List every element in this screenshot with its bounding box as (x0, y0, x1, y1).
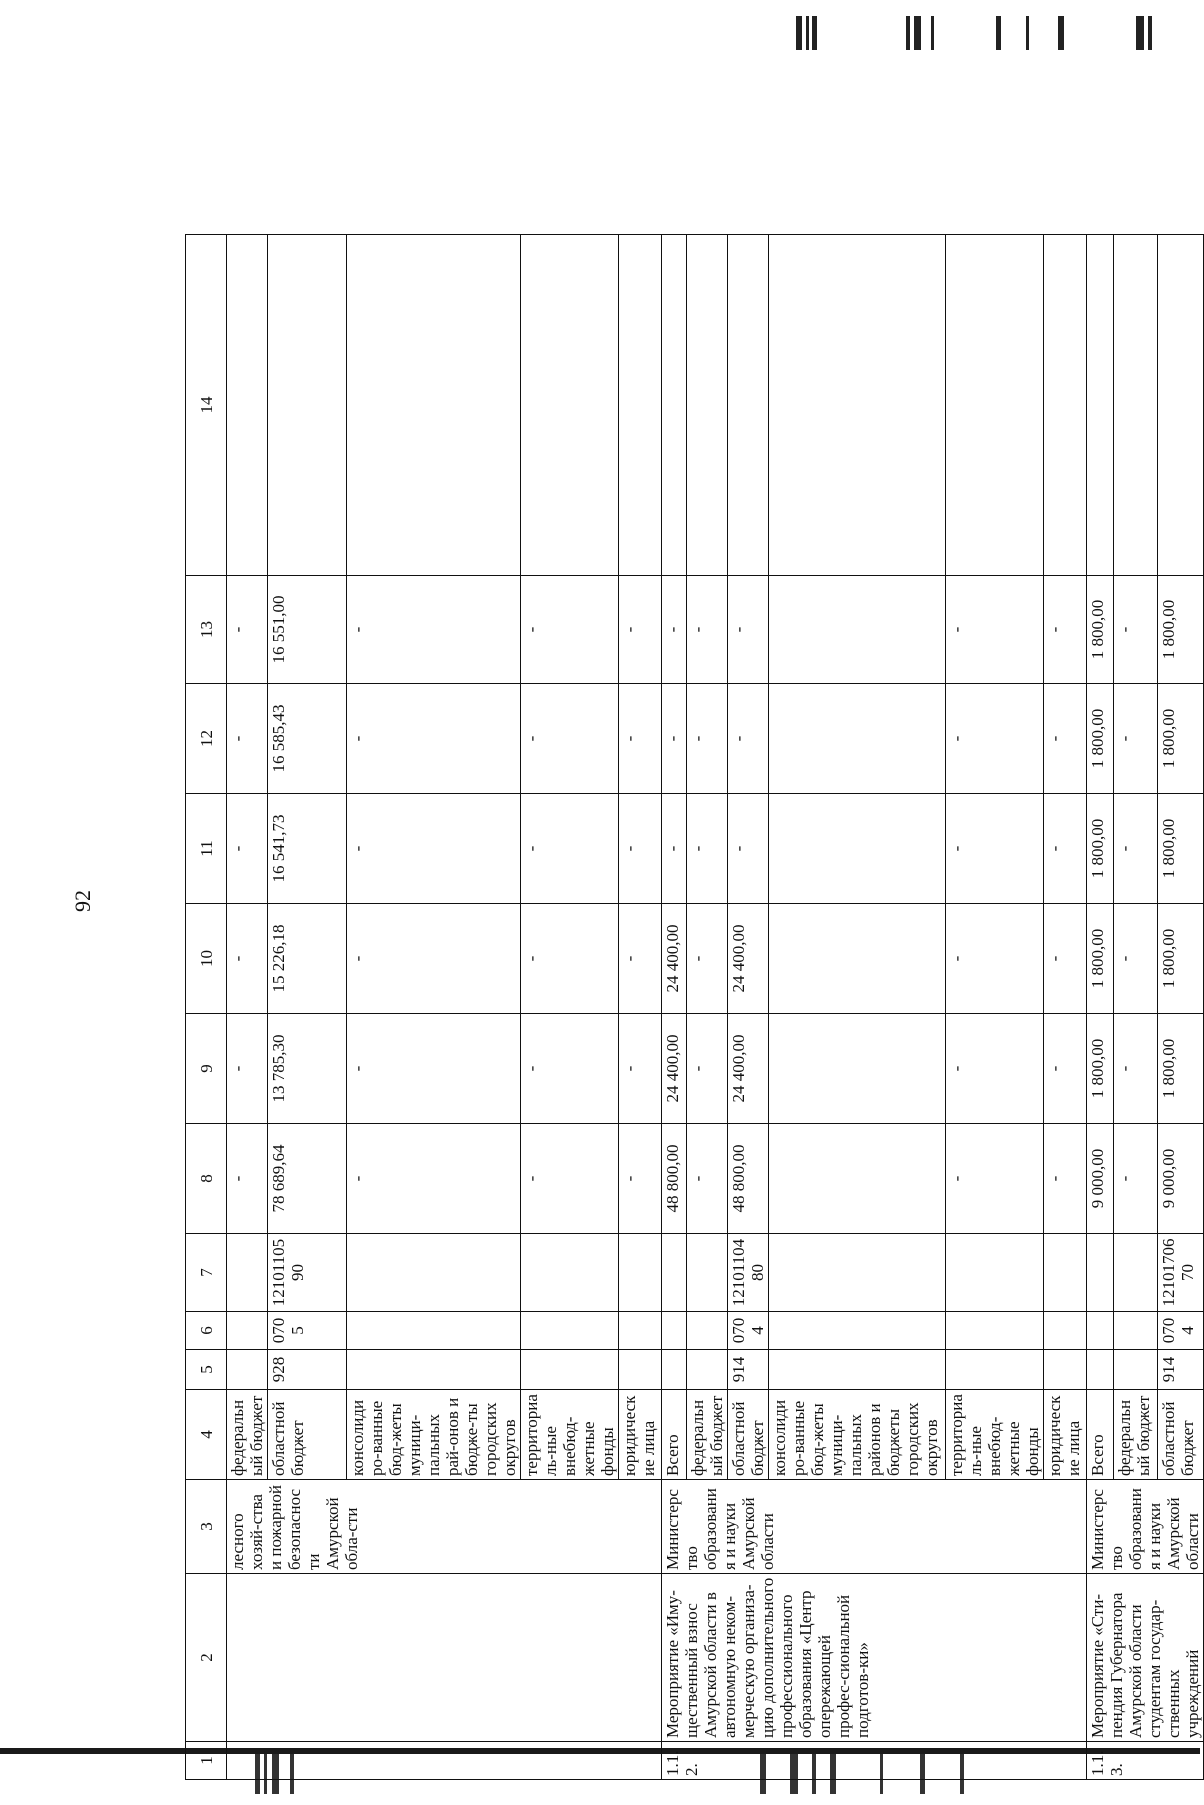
cell-c6: 0705 (268, 1312, 347, 1350)
cell-value: 9 000,00 (1157, 1124, 1203, 1234)
cell-value: - (1044, 1124, 1087, 1234)
cell-c7 (619, 1234, 662, 1312)
cell-c5 (521, 1350, 619, 1390)
cell-value: - (619, 684, 662, 794)
cell-funding-type: областной бюджет (728, 1390, 769, 1480)
cell-value: - (662, 684, 687, 794)
cell-value: - (227, 904, 268, 1014)
cell-value: 24 400,00 (728, 904, 769, 1014)
cell-c7 (227, 1234, 268, 1312)
cell-value: - (347, 576, 521, 684)
cell-c14 (662, 235, 687, 576)
table-row (662, 235, 687, 1780)
cell-c6: 0704 (1157, 1312, 1203, 1350)
cell-value: - (1113, 1014, 1157, 1124)
cell-c14 (347, 235, 521, 576)
cell-value (769, 684, 946, 794)
cell-number (227, 1742, 662, 1780)
cell-value: - (662, 576, 687, 684)
col-header: 11 (186, 794, 227, 904)
cell-event (227, 1574, 662, 1742)
scan-marks-top (796, 16, 1176, 50)
cell-value: 9 000,00 (1087, 1124, 1114, 1234)
cell-value: - (946, 794, 1044, 904)
cell-c5 (769, 1350, 946, 1390)
cell-c14 (268, 235, 347, 576)
cell-value: 1 800,00 (1157, 904, 1203, 1014)
cell-value: - (521, 1124, 619, 1234)
cell-value: 1 800,00 (1087, 684, 1114, 794)
col-header: 3 (186, 1480, 227, 1574)
cell-c7 (1044, 1234, 1087, 1312)
cell-c7 (347, 1234, 521, 1312)
cell-value: - (1044, 904, 1087, 1014)
cell-value: 24 400,00 (662, 1014, 687, 1124)
cell-c7 (1113, 1234, 1157, 1312)
cell-value: 78 689,64 (268, 1124, 347, 1234)
cell-c6 (1113, 1312, 1157, 1350)
cell-funding-type: федеральный бюджет (227, 1390, 268, 1480)
cell-value: - (227, 1124, 268, 1234)
cell-c5: 928 (268, 1350, 347, 1390)
cell-c6 (521, 1312, 619, 1350)
cell-value: - (227, 1014, 268, 1124)
page-number: 92 (70, 890, 95, 912)
cell-c5 (227, 1350, 268, 1390)
cell-funding-type: консолидиро-ванные бюд-жеты муници-пальных рай-онов и бюдже-ты городских округов (347, 1390, 521, 1480)
cell-value: - (687, 576, 728, 684)
cell-value: - (1113, 684, 1157, 794)
cell-value: - (687, 1124, 728, 1234)
cell-value: - (521, 684, 619, 794)
cell-value: 16 541,73 (268, 794, 347, 904)
cell-c14 (1087, 235, 1114, 576)
cell-c7: 1210170670 (1157, 1234, 1203, 1312)
cell-c6 (347, 1312, 521, 1350)
cell-value: - (619, 1124, 662, 1234)
cell-c14 (1113, 235, 1157, 576)
cell-value: - (728, 794, 769, 904)
cell-c6 (619, 1312, 662, 1350)
cell-value: - (946, 1124, 1044, 1234)
cell-value: - (1044, 794, 1087, 904)
cell-c6 (769, 1312, 946, 1350)
cell-value: 15 226,18 (268, 904, 347, 1014)
cell-c5: 914 (1157, 1350, 1203, 1390)
cell-value: 1 800,00 (1157, 1014, 1203, 1124)
cell-c7 (662, 1234, 687, 1312)
cell-value: - (227, 684, 268, 794)
cell-c7 (1087, 1234, 1114, 1312)
cell-value: - (1044, 1014, 1087, 1124)
cell-event: Мероприятие «Сти-пендия Губернатора Амурской области студентам государ-ственных учреждений (1087, 1574, 1204, 1742)
cell-value: 13 785,30 (268, 1014, 347, 1124)
cell-c5: 914 (728, 1350, 769, 1390)
cell-value: - (347, 1014, 521, 1124)
cell-funding-type: территориаль-ные внебюд-жетные фонды (946, 1390, 1044, 1480)
cell-value: - (1113, 576, 1157, 684)
cell-value: 1 800,00 (1157, 684, 1203, 794)
cell-value (769, 904, 946, 1014)
cell-value: - (227, 576, 268, 684)
cell-value: - (687, 1014, 728, 1124)
cell-value: - (521, 1014, 619, 1124)
cell-number: 1.1.2. (662, 1742, 1087, 1780)
cell-value: - (347, 904, 521, 1014)
col-header: 10 (186, 904, 227, 1014)
cell-funding-type: Всего (662, 1390, 687, 1480)
cell-value: - (521, 576, 619, 684)
cell-c14 (227, 235, 268, 576)
cell-value: - (687, 684, 728, 794)
cell-c7 (687, 1234, 728, 1312)
cell-number: 1.1.3. (1087, 1742, 1204, 1780)
cell-responsible: Министерство образования и науки Амурской области (1087, 1480, 1204, 1574)
cell-event: Мероприятие «Иму-щественный взнос Амурской области в автономную неком-мерческую организа-цию дополнительного профессионального образования «Центр опережающей профес-сиональной подготов-ки» (662, 1574, 1087, 1742)
cell-c7 (521, 1234, 619, 1312)
cell-c14 (728, 235, 769, 576)
cell-c14 (769, 235, 946, 576)
cell-c5 (1113, 1350, 1157, 1390)
cell-value: 1 800,00 (1087, 904, 1114, 1014)
table-row (1087, 235, 1114, 1780)
cell-value: 1 800,00 (1157, 794, 1203, 904)
cell-value: - (521, 904, 619, 1014)
cell-value: - (946, 904, 1044, 1014)
cell-value: - (347, 794, 521, 904)
cell-c7 (769, 1234, 946, 1312)
cell-c6 (662, 1312, 687, 1350)
cell-c7: 1210110590 (268, 1234, 347, 1312)
col-header: 6 (186, 1312, 227, 1350)
cell-value: - (619, 576, 662, 684)
col-header: 14 (186, 235, 227, 576)
cell-value: 16 551,00 (268, 576, 347, 684)
col-header: 9 (186, 1014, 227, 1124)
cell-c7 (946, 1234, 1044, 1312)
col-header: 4 (186, 1390, 227, 1480)
col-header: 13 (186, 576, 227, 684)
cell-value: 24 400,00 (728, 1014, 769, 1124)
cell-value: 24 400,00 (662, 904, 687, 1014)
cell-c14 (521, 235, 619, 576)
cell-value: - (1044, 684, 1087, 794)
cell-value (769, 576, 946, 684)
col-header: 1 (186, 1742, 227, 1780)
cell-c14 (1044, 235, 1087, 576)
cell-value: - (619, 1014, 662, 1124)
header-row (186, 235, 227, 1780)
cell-value: - (687, 794, 728, 904)
cell-value: 16 585,43 (268, 684, 347, 794)
cell-value: - (946, 684, 1044, 794)
col-header: 2 (186, 1574, 227, 1742)
cell-c5 (619, 1350, 662, 1390)
cell-value: - (1044, 576, 1087, 684)
cell-funding-type: Всего (1087, 1390, 1114, 1480)
cell-value: - (1113, 904, 1157, 1014)
cell-c7: 1210110480 (728, 1234, 769, 1312)
col-header: 5 (186, 1350, 227, 1390)
cell-funding-type: территориаль-ные внебюд-жетные фонды (521, 1390, 619, 1480)
cell-c6 (1087, 1312, 1114, 1350)
cell-value: - (728, 576, 769, 684)
cell-c6 (687, 1312, 728, 1350)
cell-value: - (728, 684, 769, 794)
cell-c5 (662, 1350, 687, 1390)
cell-value: - (1113, 1124, 1157, 1234)
cell-c14 (619, 235, 662, 576)
cell-funding-type: федеральный бюджет (687, 1390, 728, 1480)
cell-c6 (1044, 1312, 1087, 1350)
cell-value: - (227, 794, 268, 904)
table-row (227, 235, 268, 1780)
cell-value: 48 800,00 (662, 1124, 687, 1234)
cell-funding-type: юридические лица (1044, 1390, 1087, 1480)
cell-c14 (687, 235, 728, 576)
cell-funding-type: областной бюджет (268, 1390, 347, 1480)
cell-responsible: Министерство образования и науки Амурской области (662, 1480, 1087, 1574)
col-header: 12 (186, 684, 227, 794)
cell-c5 (946, 1350, 1044, 1390)
col-header: 7 (186, 1234, 227, 1312)
budget-table (185, 234, 1204, 1780)
cell-c6: 0704 (728, 1312, 769, 1350)
cell-funding-type: федеральный бюджет (1113, 1390, 1157, 1480)
cell-value: - (946, 576, 1044, 684)
col-header: 8 (186, 1124, 227, 1234)
cell-c14 (946, 235, 1044, 576)
cell-c14 (1157, 235, 1203, 576)
cell-value: - (347, 684, 521, 794)
cell-responsible: лесного хозяй-ства и пожарной безопасности Амурской обла-сти (227, 1480, 662, 1574)
rotated-table-container (185, 235, 1202, 1780)
cell-c6 (946, 1312, 1044, 1350)
cell-value: - (687, 904, 728, 1014)
cell-value: 48 800,00 (728, 1124, 769, 1234)
cell-value: - (521, 794, 619, 904)
cell-value: - (347, 1124, 521, 1234)
cell-value: - (619, 904, 662, 1014)
cell-value (769, 1014, 946, 1124)
cell-value: - (662, 794, 687, 904)
cell-c5 (1087, 1350, 1114, 1390)
cell-value: 1 800,00 (1087, 794, 1114, 904)
cell-value (769, 794, 946, 904)
cell-funding-type: консолидиро-ванные бюд-жеты муници-пальных районов и бюджеты городских округов (769, 1390, 946, 1480)
cell-funding-type: областной бюджет (1157, 1390, 1203, 1480)
cell-value: - (946, 1014, 1044, 1124)
cell-value (769, 1124, 946, 1234)
cell-c5 (687, 1350, 728, 1390)
cell-value: 1 800,00 (1157, 576, 1203, 684)
cell-c6 (227, 1312, 268, 1350)
cell-funding-type: юридические лица (619, 1390, 662, 1480)
cell-value: 1 800,00 (1087, 576, 1114, 684)
cell-c5 (1044, 1350, 1087, 1390)
cell-value: - (619, 794, 662, 904)
cell-value: - (1113, 794, 1157, 904)
cell-value: 1 800,00 (1087, 1014, 1114, 1124)
cell-c5 (347, 1350, 521, 1390)
